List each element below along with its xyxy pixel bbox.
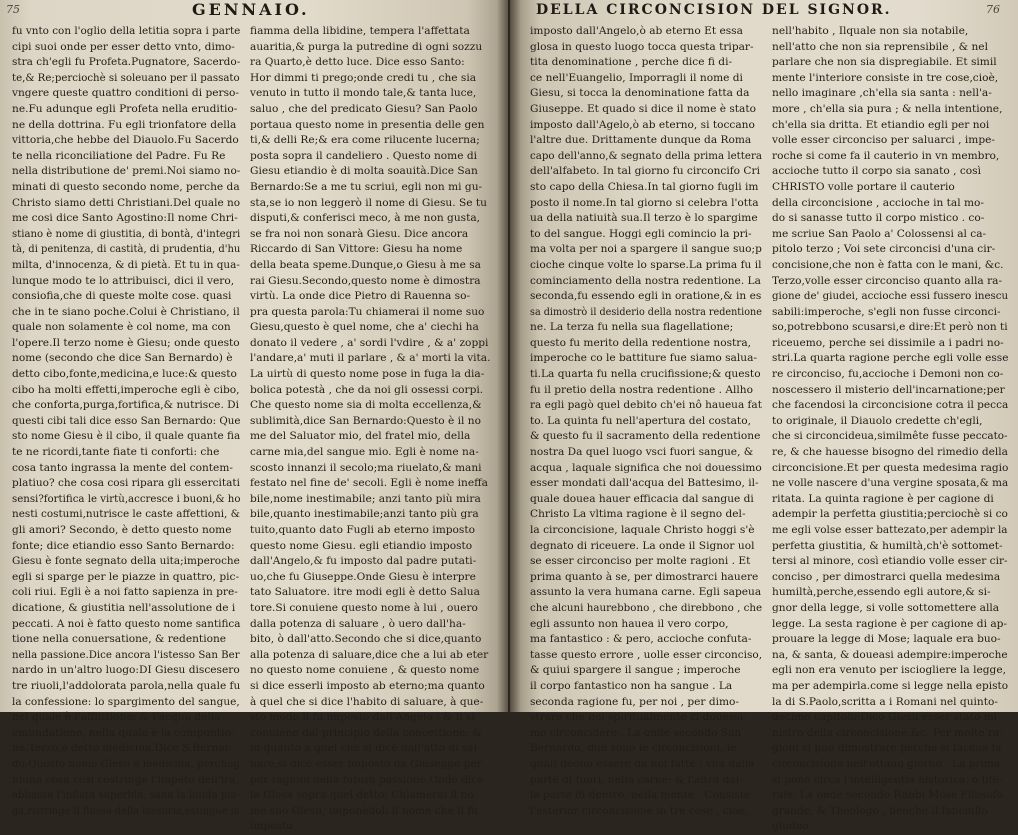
text-line: della circoncisione , accioche in tal mo-	[772, 196, 984, 209]
text-line: milta, d'innocenza, & di pietà. Et tu in qua-	[12, 258, 240, 271]
text-line: posta sopra il candeliero . Questo nome di	[250, 149, 478, 162]
text-line: donato il vedere , a' sordi l'vdire , & a' zoppi	[250, 336, 489, 349]
text-line: tione nella conuersatione, & redentione	[12, 633, 227, 646]
text-line: tasse questo errore , uolle esser circonciso,	[530, 648, 763, 661]
text-line: stri.La quarta ragione perche egli volle esse	[772, 352, 1009, 365]
text-line: bolica potestà , che da noi gli ossessi corpi.	[250, 383, 484, 396]
text-line: me del Saluator mio, del fratel mio, della	[250, 430, 471, 443]
text-line: Giesu,questo è quel nome, che a' ciechi ha	[250, 321, 479, 334]
text-line: tersi al minore, così etiandio volle esser cir-	[772, 555, 1008, 568]
text-line: do si sanasse tutto il corpo mistico . co-	[772, 212, 985, 225]
text-line: me cosi dice Santo Agostino:Il nome Chri-	[12, 212, 238, 225]
text-line: per ragioni della futura passione.Onde dice	[250, 773, 484, 786]
text-line: mo circoncidere . La onde secondo San	[530, 726, 742, 739]
text-line: egli assunto non hauea il vero corpo,	[530, 617, 729, 630]
text-line: perfetta giustitia, & humiltà,ch'è sottomet-	[772, 539, 1003, 552]
text-line: nella passione.Dice ancora l'istesso San Ber	[12, 648, 240, 661]
text-line: rai Giesu.Secondo,questo nome è dimostra	[250, 274, 481, 287]
text-line: Giesu è fonte segnato della uita;imperoche	[12, 555, 240, 568]
text-line: à quel che si dice l'habito di saluare, à que-	[250, 695, 484, 708]
text-line: te nella riconciliatione del Padre. Fu Re	[12, 149, 226, 162]
text-line: imposto dall'Agelo,ò ab eterno, si toccano	[530, 118, 755, 131]
text-line: Giuseppe. Et quado si dice il nome è stato	[530, 102, 756, 115]
text-line: circoncisione.Et per questa medesima ragio	[772, 461, 1009, 474]
text-line: ne.Terzo,è detto medicina.Dice S.Bernar-	[12, 742, 234, 755]
text-line: peccati. A noi è fatto questo nome santifica	[12, 617, 241, 630]
text-line: me scriue San Paolo a' Colossensi al ca-	[772, 227, 987, 240]
text-line: te ne ricordi,tante fiate ti conforti: che	[12, 446, 220, 459]
text-line: cioche cinque volte lo sparse.La prima fu il	[530, 258, 762, 271]
text-line: roche si come fa il cauterio in vn membro,	[772, 149, 1000, 162]
text-line: CHRISTO volle portare il cauterio	[772, 180, 955, 193]
text-line: so,potrebbono scusarsi,e dire:Et però non ti	[772, 321, 1008, 334]
text-line: nistro della circoncisione,&c. Per molte ra-	[772, 726, 1003, 739]
text-line: Christo La vltima ragione è il segno del-	[530, 508, 746, 521]
text-line: glosa in questo luogo tocca questa tripar-	[530, 40, 754, 53]
text-line: questo nome Giesu. egli etiandio imposto	[250, 539, 473, 552]
left-running-head: GENNAIO.	[192, 0, 310, 19]
text-line: prima quanto à se, per dimostrarci hauere	[530, 570, 759, 583]
text-line: & quiui spargere il sangue ; imperoche	[530, 664, 741, 677]
right-column-b	[772, 24, 1008, 835]
text-line: imposto dall'Angelo,ò ab eterno Et essa	[530, 25, 743, 37]
text-line: che in te siano poche.Colui è Christiano, il	[12, 305, 240, 318]
text-line: tà, di penitenza, di castità, di prudentia, d'hu	[12, 243, 241, 256]
text-line: quali deono essere da noi fatte ; vna dalla	[530, 757, 755, 770]
text-line: tato Saluatore. itre modi egli è detto Salua	[250, 586, 480, 599]
text-line: gli amori? Secondo, è detto questo nome	[12, 524, 232, 536]
text-line: la parte di dentro, nella mente . Consiste	[530, 789, 751, 802]
text-line: imposto	[250, 820, 293, 833]
text-line: do:Questo nome Giesu è medicina, percheg	[12, 757, 240, 770]
text-line: acqua , laquale significa che noi douessimo	[530, 461, 762, 474]
text-line: La uirtù di questo nome pose in fuga la dia-	[250, 368, 485, 381]
text-line: nesti costumi,nutrisce le caste affettioni, &	[12, 508, 240, 521]
text-line: stra ch'egli fu Profeta.Pugnatore, Sacerdo-	[12, 56, 241, 69]
text-line: ma volta per noi a spargere il sangue suo;p	[530, 243, 762, 256]
text-line: sa dimostrò il desiderio della nostra redentione	[530, 305, 762, 318]
text-line: nostra Da quel luogo vsci fuori sangue, &	[530, 446, 754, 459]
text-line: tre riuoli,l'addolorata parola,nella quale fu	[12, 679, 241, 692]
text-line: la circoncisione, laquale Christo hoggi s'è	[530, 524, 755, 536]
text-line: posto il nome.In tal giorno si celebra l'otta	[530, 196, 759, 209]
text-line: venuto in tutto il mondo tale,& tanta luce,	[250, 87, 477, 100]
text-line: Giesu, si tocca la denominatione fatta da	[530, 87, 750, 100]
text-line: gione de' giudei, accioche essi fussero inescu	[772, 290, 1009, 303]
right-column-a	[530, 24, 762, 819]
text-line: se fra noi non sonarà Giesu. Dice ancora	[250, 227, 469, 240]
text-line: saluo , che del predicato Giesu? San Paolo	[250, 102, 478, 115]
text-line: humiltà,perche,essendo egli autore,& si-	[772, 586, 991, 599]
text-line: decimo capitolo:Dico Giesu esser stato mi-	[772, 711, 1001, 724]
text-line: Bernardo, due sono le circoncisioni, le-	[530, 742, 741, 755]
text-line: nome (secondo che dice San Bernardo) è	[12, 352, 233, 365]
text-line: grande, & Theologo , benche il fanciullo	[772, 804, 988, 817]
text-line: pra questa parola:Tu chiamerai il nome suo	[250, 305, 485, 318]
text-line: cipi suoi onde per esser detto vnto, dimo-	[12, 40, 235, 53]
text-line: nell'atto che non sia reprensibile , & nel	[772, 40, 988, 53]
text-line: capo dell'anno,& segnato della prima lettera	[530, 149, 762, 162]
text-line: ti,& delli Re;& era come rilucente lucerna;	[250, 134, 480, 147]
text-line: & questo fu il sacramento della redentione	[530, 430, 761, 443]
text-line: nardo in un'altro luogo:DI Giesu discesero	[12, 664, 240, 677]
text-line: more , ch'ella sia pura ; & nella intentione,	[772, 102, 1003, 115]
text-line: si dice esserli imposto ab eterno;ma quanto	[250, 679, 485, 692]
text-line: rale. La onde secondo Rabbi Mose Filosofo	[772, 789, 1004, 802]
text-line: na, & santa, & doueasi adempire:imperoche	[772, 648, 1008, 661]
text-line: Che questo nome sia di molta eccellenza,&	[250, 399, 482, 412]
text-line: sensi?fortifica le virtù,accresce i buoni,& ho	[12, 492, 241, 505]
text-line: strare che noi spiritualmente ci douessi-	[530, 711, 747, 724]
text-line: vngere queste quattro conditioni di perso-	[12, 87, 239, 100]
text-line: Christo siamo detti Christiani.Del quale no	[12, 196, 241, 209]
text-line: cominciamento della nostra redentione. La	[530, 274, 761, 287]
text-line: ra egli pagò quel debito ch'ei nô haueua fat	[530, 399, 762, 412]
text-line: quale douea hauer efficacia dal sangue di	[530, 492, 754, 505]
text-line: disputi,& conferisci meco, à me non gusta,	[250, 212, 481, 225]
text-line: ritata. La quinta ragione è per cagione di	[772, 492, 994, 505]
text-line: ne.Fu adunque egli Profeta nella eruditio-	[12, 102, 238, 115]
text-line: adempir la perfetta giustitia;perciochè si co	[772, 508, 1008, 521]
text-line: tita denominatione , perche dice fi di-	[530, 56, 733, 69]
text-line: cosa tanto ingrassa la mente del contem-	[12, 461, 233, 474]
text-line: se esser circonciso per molte ragioni . Et	[530, 555, 751, 568]
text-line: ma fantastico : & pero, accioche confuta-	[530, 633, 752, 646]
text-line: quale non solamente è col nome, ma con	[12, 321, 231, 334]
text-line: detto cibo,fonte,medicina,e luce:& questo	[12, 368, 237, 381]
text-line: gnor della legge, si volle sottomettere alla	[772, 601, 1000, 614]
text-line: nell'habito , Ilquale non sia notabile,	[772, 25, 969, 37]
left-column-a	[12, 24, 240, 819]
text-line: to originale, il Diauolo credette ch'egli,	[772, 414, 983, 427]
text-line: minati di questo secondo nome, perche da	[12, 180, 240, 193]
text-line: vittoria,che hebbe del Diauolo.Fu Sacerdo	[12, 134, 239, 147]
text-line: giudeo	[772, 820, 809, 833]
left-column-b	[250, 24, 490, 835]
text-line: virtù. La onde dice Pietro di Rauenna so-	[250, 290, 471, 303]
text-line: Hor dimmi ti prego;onde credi tu , che sia	[250, 71, 477, 84]
text-line: che facendosi la circoncisione cotra il pecca	[772, 399, 1009, 412]
text-line: concisione,che non è fatta con le mani, &c.	[772, 258, 1004, 271]
text-line: conciso , per dimostrarci quella medesima	[772, 570, 1001, 583]
text-line: auaritia,& purga la putredine di ogni sozzu	[250, 40, 483, 53]
text-line: fonte; dice etiandio esso Santo Bernardo:	[12, 539, 235, 552]
text-line: questo fu merito della redentione nostra,	[530, 336, 752, 349]
text-line: sabili:imperoche, s'egli non fusse circonci-	[772, 305, 1001, 318]
text-line: Riccardo di San Vittore: Giesu ha nome	[250, 243, 463, 256]
text-line: dell'alfabeto. In tal giorno fu circoncifo Cri	[530, 165, 760, 178]
text-line: egli si sparge per le piazze in quattro, pic-	[12, 570, 240, 583]
text-line: assunto la vera humana carne. Egli sapeua	[530, 586, 762, 599]
text-line: abbassa l'infiata superbia, sana la liuida pia-	[12, 789, 241, 802]
text-line: circoncisione nell'ottauo giorno . La prima	[772, 757, 1001, 770]
text-line: la Glosa sopra quel detto: Chiamerai il no	[250, 789, 474, 802]
text-line: noscessero il misterio dell'incarnatione;per	[772, 383, 1005, 396]
text-line: ch'ella sia dritta. Et etiandio egli per noi	[772, 118, 990, 131]
text-line: gioni si può dimostrare perche si faceua la	[772, 742, 1002, 755]
text-line: platiuo? che cosa cosi ripara gli essercitati	[12, 477, 240, 490]
text-line: che conforta,purga,fortifica,& nutrisce. Di	[12, 399, 240, 412]
text-line: uare,si dice esser imposto da Giuseppe per	[250, 757, 482, 770]
text-line: fiamma della libidine, tempera l'affettata	[250, 25, 470, 37]
text-line: conuiene dal principio della concettione: &	[250, 726, 482, 739]
text-line: l'opere.Il terzo nome è Giesu; onde questo	[12, 336, 240, 349]
text-line: parte di fuori, nella carne; & l'altra dal-	[530, 773, 743, 786]
text-line: la confessione: lo spargimento del sangue,	[12, 695, 240, 708]
text-line: Giesu etiandio è di molta soauità.Dice San	[250, 165, 478, 178]
text-line: ti.La quarta fu nella crucifissione;& questo	[530, 368, 761, 381]
text-line: te,& Re;perciochè si soleuano per il passato	[12, 71, 240, 84]
text-line: legge. La sesta ragione è per cagione di ap-	[772, 617, 1008, 630]
text-line: parlare che non sia dispregiabile. Et simil	[772, 56, 997, 69]
text-line: in quanto à quel che si dice dall'atto di sal-	[250, 742, 481, 755]
text-line: si pone circa l'intelligentia historica, o lite-	[772, 773, 1003, 786]
text-line: l'esterior circoncisione in tre cose , cioe,	[530, 804, 749, 817]
text-line: riceuemo, perche sei dissimile a i padri no-	[772, 336, 1004, 349]
text-line: nella distributione de' premi.Noi siamo no-	[12, 165, 241, 178]
text-line: questi cibi tali dice esso San Bernardo: Que	[12, 414, 241, 427]
text-line: coli riui. Egli è a noi fatto sapienza in pre-	[12, 586, 238, 599]
text-line: ga,ristringe il flusso della lussuria,estingue la	[12, 804, 240, 817]
text-line: bile,quanto inestimabile;anzi tanto più gra	[250, 508, 479, 521]
text-line: ne della dottrina. Fu egli trionfatore della	[12, 118, 237, 131]
text-line: nel quale è l'afflittione: & l'acqua della	[12, 711, 221, 724]
text-line: sto capo della Chiesa.In tal giorno fugli im	[530, 180, 759, 193]
text-line: della beata speme.Dunque,o Giesu à me sa	[250, 258, 481, 271]
text-line: che si circoncideua,similmête fusse peccato-	[772, 430, 1008, 443]
text-line: bito, ò dall'atto.Secondo che si dice,quanto	[250, 633, 482, 646]
text-line: carne mia,del sangue mio. Egli è nome na-	[250, 446, 479, 459]
text-line: ua della natiuità sua.Il terzo è lo spargime	[530, 212, 758, 225]
text-line: sublimità,dice San Bernardo:Questo è il no	[250, 414, 481, 427]
left-folio: 75	[6, 3, 20, 16]
text-line: niuna cosa cosi costringe l'impeto dell'ira,	[12, 773, 239, 786]
text-line: ne volle nascere d'una vergine sposata,& ma	[772, 477, 1009, 490]
text-line: stiano è nome di giustitia, di bontà, d'integri	[12, 227, 241, 240]
text-line: uo,che fu Giuseppe.Onde Giesu è interpre	[250, 570, 476, 583]
text-line: sto nome Giesu è il cibo, il quale quante fia	[12, 430, 241, 443]
text-line: l'andare,a' muti il parlare , & a' morti la vita.	[250, 352, 491, 365]
text-line: seconda,fu essendo egli in oratione,& in es	[530, 290, 762, 303]
text-line: dalla potenza di saluare , ò uero dall'ha-	[250, 617, 466, 630]
text-line: pitolo terzo ; Voi sete circoncisi d'una cir-	[772, 243, 996, 256]
right-running-head: DELLA CIRCONCISION DEL SIGNOR.	[536, 2, 892, 18]
text-line: la di S.Paolo,scritta a i Romani nel quinto-	[772, 695, 998, 708]
text-line: sta,se io non leggerò il nome di Giesu. Se tu	[250, 196, 487, 209]
text-line: mente l'interiore consiste in tre cose,cioè,	[772, 71, 999, 84]
text-line: ne. La terza fu nella sua flagellatione;	[530, 321, 734, 334]
text-line: fu vnto con l'oglio della letitia sopra i parte	[12, 25, 241, 37]
text-line: festato nel fine de' secoli. Egli è nome ineffa	[250, 477, 488, 490]
text-line: consiofia,che di queste molte cose. quasi	[12, 290, 232, 303]
text-line: sto modo li fu imposto dall'Angelo ; & li si	[250, 711, 475, 724]
text-line: ce nell'Euangelio, Imporragli il nome di	[530, 71, 743, 84]
text-line: il corpo fantastico non ha sangue . La	[530, 679, 733, 692]
text-line: portaua questo nome in presentia delle gen	[250, 118, 485, 131]
text-line: me suo Giesu, imponèdoli il nome che li fù	[250, 804, 479, 817]
text-line: degnato di riceuere. La onde il Signor uol	[530, 539, 755, 552]
text-line: tore.Si conuiene questo nome à lui , ouero	[250, 601, 478, 614]
text-line: accioche tutto il corpo sia sanato , così	[772, 165, 981, 178]
right-folio: 76	[986, 3, 1000, 16]
text-line: re, & che hauesse bisogno del rimedio della	[772, 446, 1008, 459]
text-line: Terzo,volle esser circonciso quanto alla ra-	[772, 274, 1003, 287]
text-line: volle esser circonciso per saluarci , impe-	[772, 134, 995, 147]
text-line: nello imaginare ,ch'ella sia santa : nell'a-	[772, 87, 992, 100]
left-page	[0, 0, 508, 833]
text-line: me egli volse esser battezato,per adempir la	[772, 524, 1008, 536]
text-line: seconda ragione fu, per noi , per dimo-	[530, 695, 739, 708]
text-line: cibo ha molti effetti,imperoche egli è cibo,	[12, 383, 240, 396]
text-line: egli non era venuto per isciogliere la legge,	[772, 664, 1006, 677]
text-line: scosto innanzi il secolo;ma riuelato,& mani	[250, 461, 482, 474]
text-line: che alcuni haurebbono , che direbbono , che	[530, 601, 763, 614]
text-line: ma per adempirla.come si legge nella episto	[772, 679, 1009, 692]
text-line: fu il pretio della nostra redentione . Allho	[530, 383, 753, 396]
text-line: no questo nome conuiene , & questo nome	[250, 664, 480, 677]
text-line: dicatione, & giustitia nell'assolutione de i	[12, 601, 236, 614]
text-line: l'altre due. Drittamente dunque da Roma	[530, 134, 752, 147]
text-line: emundatione, nella quale è la compuntio-	[12, 726, 235, 739]
text-line: Bernardo:Se a me tu scriui, egli non mi gu-	[250, 180, 483, 193]
text-line: imperoche co le battiture fue siamo salua-	[530, 352, 757, 365]
text-line: tuito,quanto dato Fugli ab eterno imposto	[250, 524, 475, 536]
right-page	[510, 0, 1018, 833]
text-line: to. La quinta fu nell'apertura del costato,	[530, 414, 751, 427]
text-line: lunque modo te lo attribuisci, dici il vero,	[12, 274, 235, 287]
text-line: re circonciso, fu,accioche i Demoni non co-	[772, 368, 1004, 381]
text-line: dall'Angelo,& fu imposto dal padre putati-	[250, 555, 477, 568]
text-line: esser mondati dall'acqua del Battesimo, il-	[530, 477, 759, 490]
text-line: prouare la legge di Mose; laquale era buo-	[772, 633, 1001, 646]
text-line: bile,nome inestimabile; anzi tanto più mira	[250, 492, 481, 505]
text-line: alla potenza di saluare,dice che a lui ab eter	[250, 648, 489, 661]
text-line: ra Quarto,è detto luce. Dice esso Santo:	[250, 56, 465, 69]
text-line: to del sangue. Hoggi egli comincio la pri-	[530, 227, 752, 240]
